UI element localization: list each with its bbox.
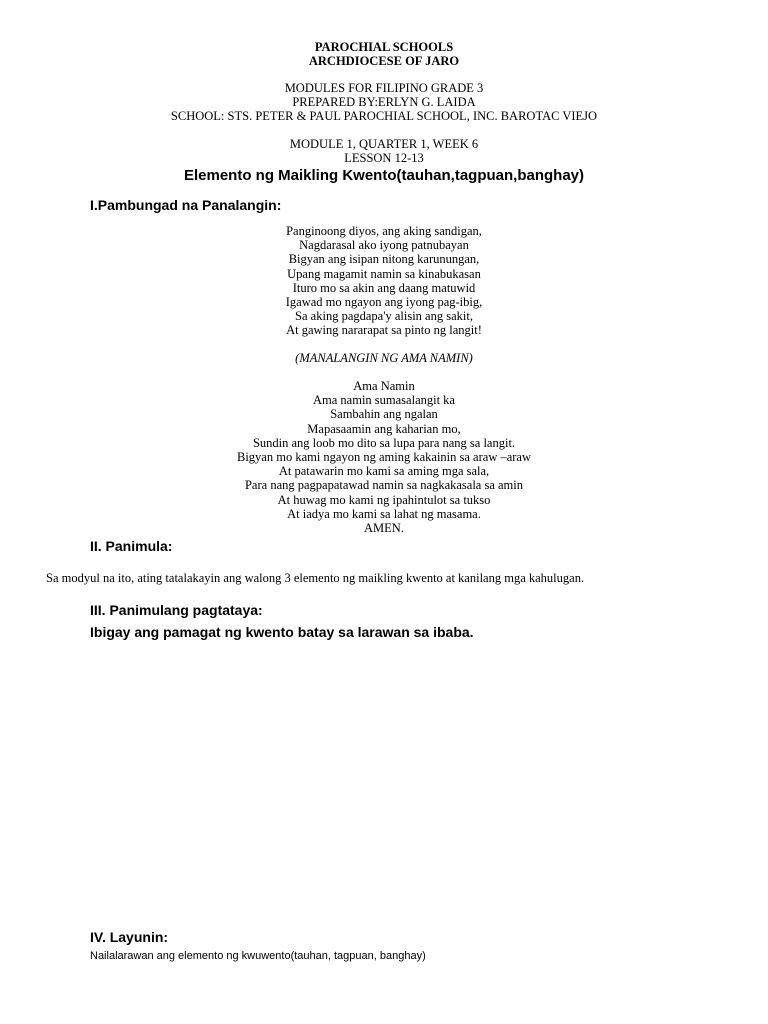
ama-namin-line: Ama Namin [353,379,415,393]
header-archdiocese: ARCHDIOCESE OF JARO [308,54,460,68]
ama-namin-line: Sambahin ang ngalan [330,407,438,422]
ama-namin-line: At huwag mo kami ng ipahintulot sa tukso [277,492,491,507]
prayer-instruction: (MANALANGIN NG AMA NAMIN) [295,351,473,365]
prayer-line: At gawing nararapat sa pinto ng langit! [286,323,482,338]
ama-namin-line: Mapasaamin ang kaharian mo, [307,421,461,436]
header-lesson: LESSON 12-13 [344,151,424,165]
prayer-line: Panginoong diyos, ang aking sandigan, [286,224,482,238]
header-prepared-by: PREPARED BY:ERLYN G. LAIDA [292,95,476,109]
ama-namin-line: Para nang pagpapatawad namin sa nagkakasala sa amin [244,478,523,493]
section-3-heading: III. Panimulang pagtataya: [90,602,263,618]
section-4-text: Nailalarawan ang elemento ng kwuwento(tauhan, tagpuan, banghay) [90,950,426,962]
prayer-line: Nagdarasal ako iyong patnubayan [299,238,469,253]
ama-namin-line: AMEN. [364,521,404,536]
section-2-text: Sa modyul na ito, ating tatalakayin ang walong 3 elemento ng maikling kwento at kanilang mga kahulugan. [46,571,585,585]
prayer-line: Sa aking pagdapa'y alisin ang sakit, [295,309,473,324]
ama-namin-prayer [0,379,768,535]
header-module-week: MODULE 1, QUARTER 1, WEEK 6 [289,137,479,151]
prayer-line: Igawad mo ngayon ang iyong pag-ibig, [285,295,483,310]
section-2-heading: II. Panimula: [90,538,173,554]
header-school-group: PAROCHIAL SCHOOLS [314,40,454,54]
header-school-name: SCHOOL: STS. PETER & PAUL PAROCHIAL SCHOOL, INC. BAROTAC VIEJO [170,109,598,123]
document-title: Elemento ng Maikling Kwento(tauhan,tagpuan,banghay) [183,167,584,184]
prayer-line: Upang magamit namin sa kinabukasan [287,266,481,281]
section-1-heading: I.Pambungad na Panalangin: [90,197,282,213]
ama-namin-line: Sundin ang loob mo dito sa lupa para nang sa langit. [252,435,516,450]
prayer-line: Bigyan ang isipan nitong karunungan, [288,252,480,267]
section-3-subheading: Ibigay ang pamagat ng kwento batay sa larawan sa ibaba. [90,624,474,640]
opening-prayer [0,224,768,338]
prayer-line: Ituro mo sa akin ang daang matuwid [292,280,476,295]
header-module-subject: MODULES FOR FILIPINO GRADE 3 [284,81,484,95]
ama-namin-line: At iadya mo kami sa lahat ng masama. [287,506,481,521]
ama-namin-line: Bigyan mo kami ngayon ng aming kakainin sa araw –araw [236,450,532,465]
section-4-heading: IV. Layunin: [90,929,169,945]
ama-namin-line: At patawarin mo kami sa aming mga sala, [278,464,490,479]
ama-namin-line: Ama namin sumasalangit ka [313,393,455,408]
